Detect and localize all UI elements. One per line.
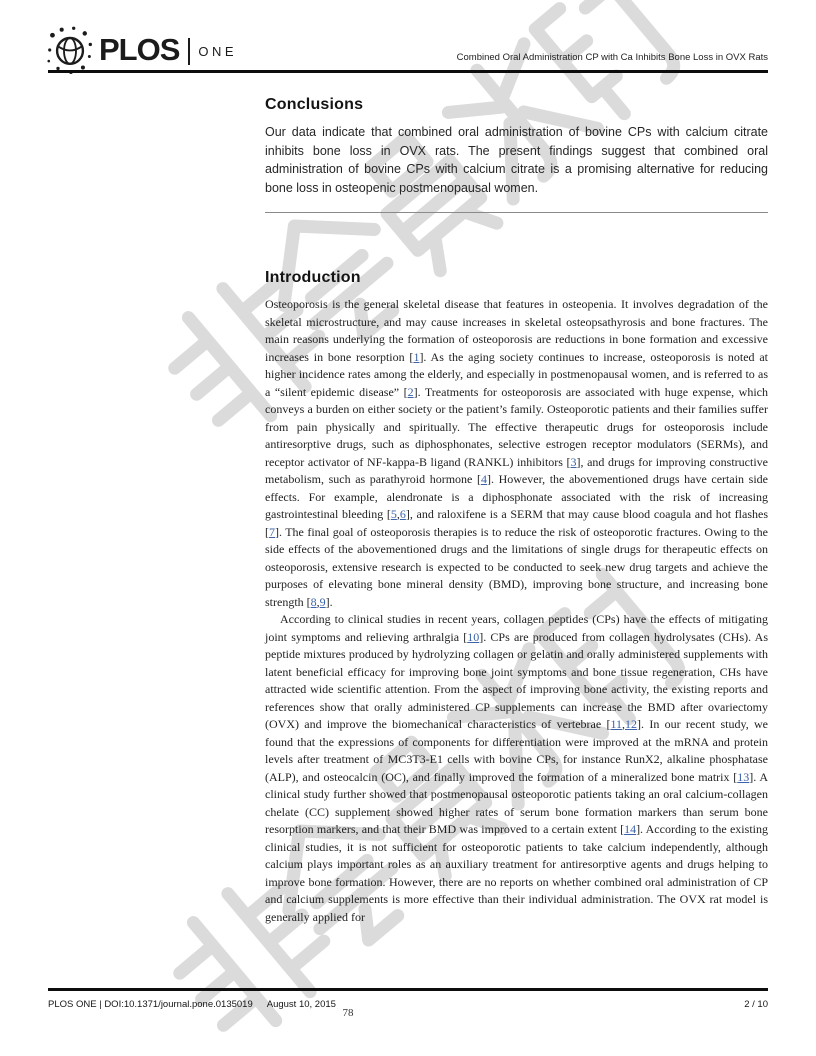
- citation-link[interactable]: 5: [390, 507, 397, 522]
- plos-one-logo: [46, 27, 237, 73]
- running-title: Combined Oral Administration CP with Ca Inhibits Bone Loss in OVX Rats: [456, 52, 768, 63]
- footer-rule: [48, 988, 768, 991]
- citation-link[interactable]: 11: [610, 717, 623, 732]
- conclusions-heading: Conclusions: [265, 96, 364, 113]
- citation-link[interactable]: 1: [413, 349, 420, 364]
- section-divider: [265, 212, 768, 213]
- citation-link[interactable]: 2: [407, 384, 414, 399]
- citation-link[interactable]: 4: [480, 472, 487, 487]
- plos-globe-icon: [46, 26, 94, 74]
- citation-link[interactable]: 10: [467, 629, 480, 644]
- introduction-paragraph-1: Osteoporosis is the general skeletal disease that features in osteopenia. It involves degradation of the skeletal microstructure, and may cause increases in skeletal osteopsathyrosis and bone fractures. The main reasons underlying the formation of osteoporosis are reductions in bone formation and excessive increases in bone resorption [1]. As the aging society continues to increase, osteoporosis is noted at higher incidence rates among the elderly, and especially in postmenopausal women, and is referred to as a “silent epidemic disease” [2]. Treatments for osteoporosis are associated with huge expense, which conveys a burden on either society or the patient’s family. Osteoporotic patients and their families suffer from pain physically and spiritually. The effective therapeutic drugs for osteoporosis include antiresorptive drugs, such as diphosphonates, selective estrogen receptor modulators (SERMs), and receptor activator of NF-kappa-B ligand (RANKL) inhibitors [3], and drugs for improving constructive metabolism, such as parathyroid hormone [4]. However, the abovementioned drugs have certain side effects. For example, alendronate is a diphosphonate associated with the risk of increasing gastrointestinal bleeding [5,6], and raloxifene is a SERM that may cause blood coagula and hot flashes [7]. The final goal of osteoporosis therapies is to reduce the risk of osteoporotic fractures. Owing to the side effects of the abovementioned drugs and the limitations of single drugs for therapeutic effects on osteoporosis, extensive research is expected to be conducted to seek new drug targets and achieve the purposes of elevating bone mineral density (BMD), improving bone structure, and increasing bone strength [8,9].: [265, 297, 769, 609]
- footer-doi: PLOS ONE | DOI:10.1371/journal.pone.0135019: [48, 999, 253, 1010]
- conclusions-paragraph: Our data indicate that combined oral administration of bovine CPs with calcium citrate inhibits bone loss in OVX rats. The present findings suggest that combined oral administration of bovine CPs with calcium citrate is a promising alternative for reducing bone loss in osteopenic postmenopausal women.: [265, 125, 768, 195]
- logo-separator: [188, 38, 190, 65]
- article-column: [265, 96, 768, 926]
- citation-link[interactable]: 3: [570, 454, 577, 469]
- logo-plos-text: PLOS: [99, 32, 180, 67]
- citation-link[interactable]: 13: [737, 769, 750, 784]
- introduction-heading: Introduction: [265, 269, 361, 287]
- header-rule: [48, 70, 768, 73]
- footer-citation: [48, 999, 336, 1010]
- citation-link[interactable]: 6: [399, 507, 406, 522]
- citation-link[interactable]: 14: [624, 822, 637, 837]
- citation-link[interactable]: 7: [269, 524, 275, 539]
- citation-link[interactable]: 12: [625, 717, 638, 732]
- citation-link[interactable]: 8: [310, 594, 317, 609]
- page-number: 78: [342, 1007, 354, 1019]
- citation-link[interactable]: 9: [319, 594, 326, 609]
- footer-page-indicator: 2 / 10: [744, 999, 768, 1010]
- footer-date: August 10, 2015: [266, 999, 336, 1010]
- introduction-paragraph-2: According to clinical studies in recent years, collagen peptides (CPs) have the effects of mitigating joint symptoms and relieving arthralgia [10]. CPs are produced from collagen hydrolysates (CHs). As peptide mixtures produced by hydrolyzing collagen or gelatin and orally administered supplements with latent beneficial efficacy for improving bone joint symptoms and bone tissue regeneration, CHs have attracted wide scientific attention. From the aspect of improving bone activity, the existing reports and references show that orally administered CP supplements can increase the BMD after ovariectomy (OVX) and improve the biomechanical characteristics of vertebrae [11,12]. In our recent study, we found that the expressions of components for differentiation were improved at the mRNA and protein levels after treatment of MC3T3-E1 cells with bovine CPs, for instance RunX2, alkaline phosphatase (ALP), and osteocalcin (OC), and finally improved the formation of a mineralized bone matrix [13]. A clinical study further showed that postmenopausal osteoporotic patients taking an oral calcium-collagen chelate (CC) supplement showed higher rates of serum bone formation markers than serum bone resorption markers, and that their BMD was improved to a certain extent [14]. According to the existing clinical studies, it is not sufficient for osteoporotic patients to take calcium independently, although calcium plays important roles as an auxiliary treatment for antiresorptive agents and drugs helping to improve bone formation. However, there are no reports on whether combined oral administration of CP and calcium supplements is more effective than their individual administration. The OVX rat model is generally applied for: [265, 612, 769, 924]
- logo-one-text: ONE: [198, 44, 238, 59]
